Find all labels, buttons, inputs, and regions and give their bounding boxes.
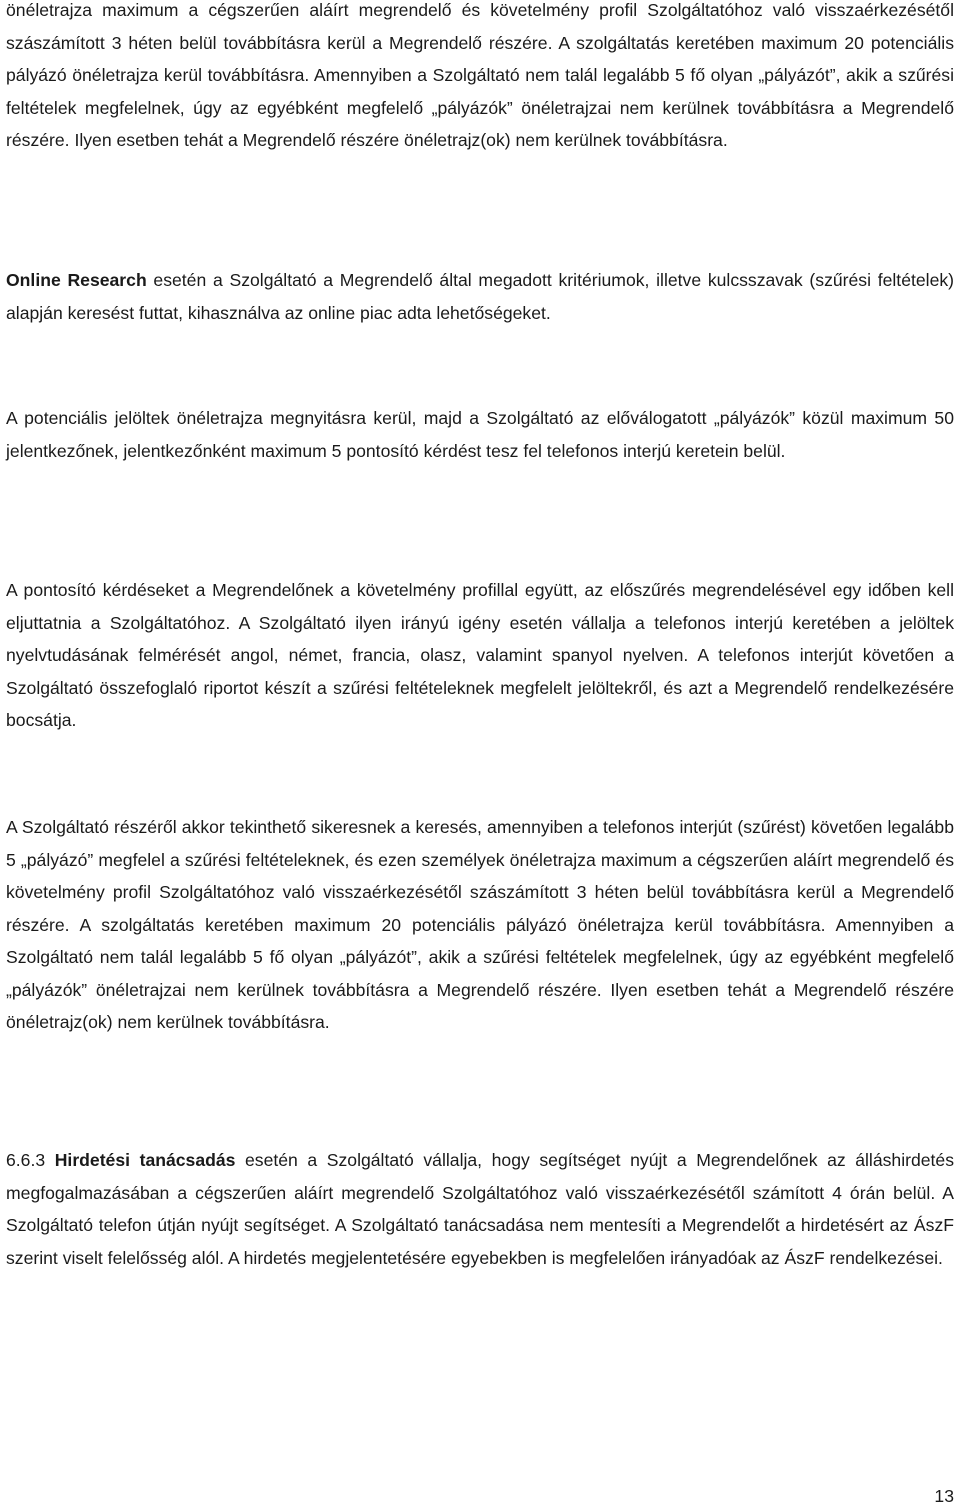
paragraph-ad-consulting — [6, 1144, 954, 1274]
section-number: 6.6.3 — [6, 1150, 55, 1170]
paragraph-success-criteria: A Szolgáltató részéről akkor tekinthető sikeresnek a keresés, amennyiben a telefonos interjút (szűrést) követően legalább 5 „pályázó” megfelel a szűrési feltételeknek, és ezen személyek önéletrajza maximum a cégszerűen aláírt megrendelő és követelmény profil Szolgáltatóhoz való visszaérkezésétől szászámított 3 héten belül továbbításra kerül a Megrendelő részére. A szolgáltatás keretében maximum 20 potenciális pályázó önéletrajza kerül továbbításra. Amennyiben a Szolgáltató nem talál legalább 5 fő olyan „pályázót”, akik a szűrési feltételek megfelelnek, úgy az egyébként megfelelő „pályázók” önéletrajzai nem kerülnek továbbításra a Megrendelő részére. Ilyen esetben tehát a Megrendelő részére önéletrajz(ok) nem kerülnek továbbításra. — [6, 817, 954, 1032]
paragraph-cv-forwarding: önéletrajza maximum a cégszerűen aláírt megrendelő és követelmény profil Szolgáltatóhoz való visszaérkezésétől szászámított 3 héten belül továbbításra kerül a Megrendelő részére. A szolgáltatás keretében maximum 20 potenciális pályázó önéletrajza kerül továbbításra. Amennyiben a Szolgáltató nem talál legalább 5 fő olyan „pályázót”, akik a szűrési feltételek megfelelnek, úgy az egyébként megfelelő „pályázók” önéletrajzai nem kerülnek továbbításra a Megrendelő részére. Ilyen esetben tehát a Megrendelő részére önéletrajz(ok) nem kerülnek továbbításra. — [6, 0, 954, 150]
paragraph-ad-consulting-text: esetén a Szolgáltató vállalja, hogy segítséget nyújt a Megrendelőnek az álláshirdetés megfogalmazásában a cégszerűen aláírt megrendelő Szolgáltatóhoz való visszaérkezésétől számított 4 órán belül. A Szolgáltató telefon útján nyújt segítséget. A Szolgáltató tanácsadása nem mentesíti a Megrendelőt a hirdetésért az ÁszF szerint viselt felelősség alól. A hirdetés megjelentetésére egyebekben is megfelelően irányadóak az ÁszF rendelkezései. — [6, 1150, 954, 1268]
paragraph-online-research-text: esetén a Szolgáltató a Megrendelő által megadott kritériumok, illetve kulcsszavak (szűrési feltételek) alapján keresést futtat, kihasználva az online piac adta lehetőségeket. — [6, 270, 955, 323]
page-number: 13 — [934, 1486, 954, 1506]
paragraph-online-research — [6, 264, 954, 329]
term-ad-consulting: Hirdetési tanácsadás — [54, 1150, 236, 1170]
paragraph-phone-interview: A potenciális jelöltek önéletrajza megnyitásra kerül, majd a Szolgáltató az előválogatott „pályázók” közül maximum 50 jelentkezőnek, jelentkezőnként maximum 5 pontosító kérdést tesz fel telefonos interjú keretein belül. — [6, 408, 954, 461]
paragraph-clarifying-questions: A pontosító kérdéseket a Megrendelőnek a követelmény profillal együtt, az előszűrés megrendelésével egy időben kell eljuttatnia a Szolgáltatóhoz. A Szolgáltató ilyen irányú igény esetén vállalja a telefonos interjú keretében a jelöltek nyelvtudásának felmérését angol, német, francia, olasz, valamint spanyol nyelven. A telefonos interjút követően a Szolgáltató összefoglaló riportot készít a szűrési feltételeknek megfelelt jelöltekről, és azt a Megrendelő rendelkezésére bocsátja. — [6, 580, 954, 730]
term-online-research: Online Research — [6, 270, 147, 290]
